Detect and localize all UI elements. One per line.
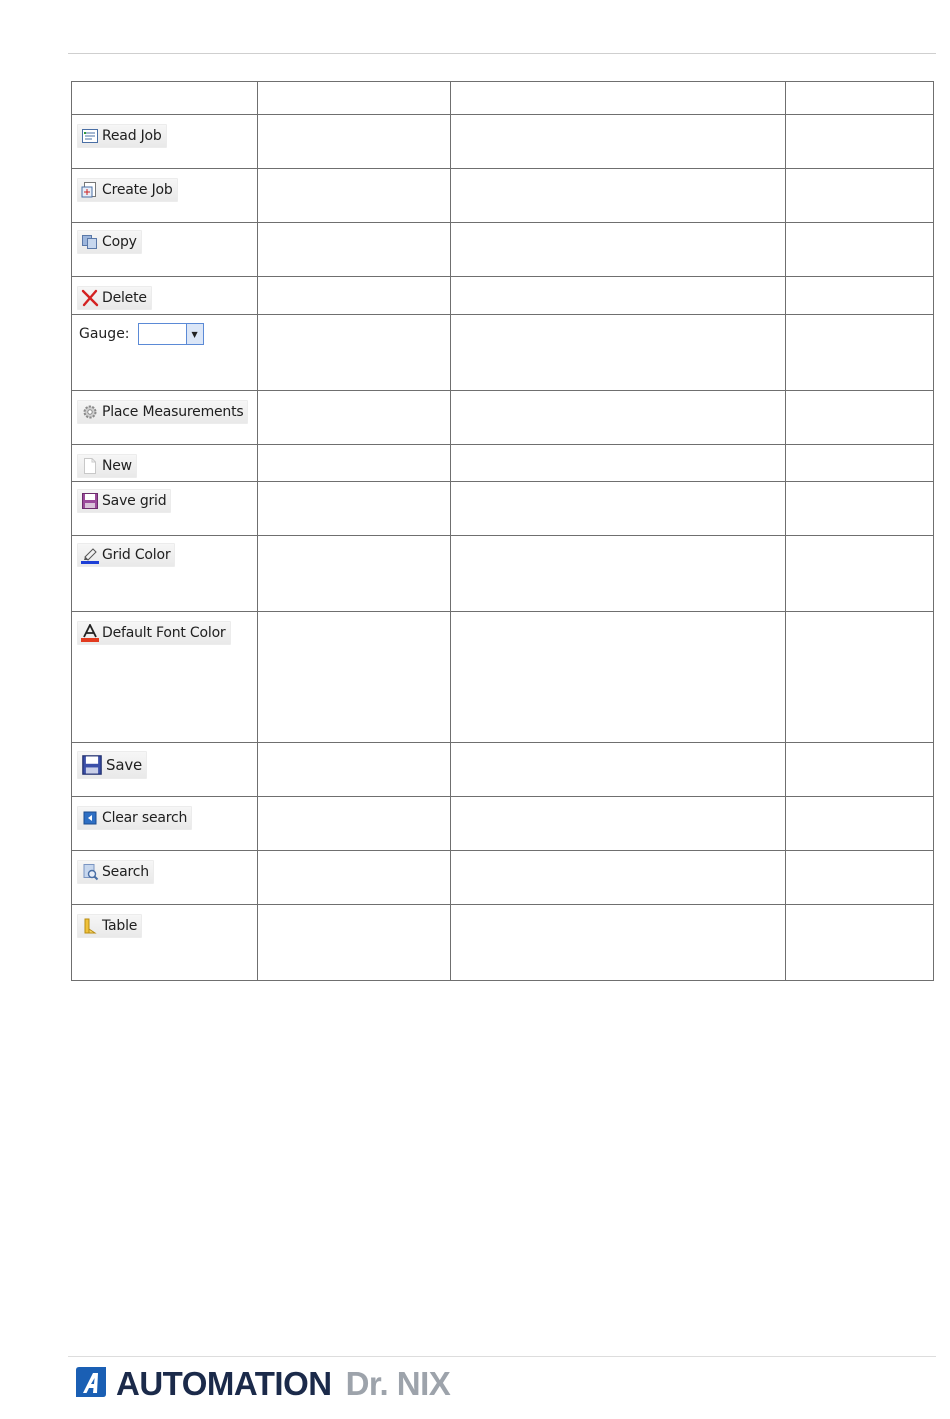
read-job-button[interactable] [77,124,167,148]
table-cell [258,743,451,797]
table-row [72,482,934,536]
table-cell [786,851,934,905]
logo-secondary-text: Dr. NIX [345,1365,451,1402]
table-header-row [72,82,934,115]
table-cell [258,612,451,743]
table-cell [451,905,786,981]
clear-search-button[interactable] [77,806,192,830]
clear-search-icon [81,809,99,827]
create-job-icon [81,181,99,199]
command-cell [72,482,258,536]
table-row [72,315,934,391]
command-cell [72,797,258,851]
table-icon [81,917,99,935]
create-job-label: Create Job [102,182,173,198]
font-color-icon [81,624,99,642]
table-cell [786,905,934,981]
save-grid-label: Save grid [102,493,167,509]
copy-button[interactable] [77,230,142,254]
table-cell [258,905,451,981]
search-label: Search [102,864,149,880]
table-row [72,536,934,612]
delete-button[interactable] [77,286,152,310]
table-cell [258,482,451,536]
table-cell [451,223,786,277]
default-font-color-button[interactable] [77,621,231,645]
header-rule [68,53,936,54]
table-cell [258,277,451,315]
table-row [72,115,934,169]
table-cell [451,482,786,536]
search-button[interactable] [77,860,154,884]
table-cell [786,115,934,169]
grid-color-label: Grid Color [102,547,171,563]
footer-rule [68,1356,936,1357]
delete-label: Delete [102,290,147,306]
new-label: New [102,458,132,474]
gauge-control [79,323,257,345]
read-job-label: Read Job [102,128,162,144]
table-label: Table [102,918,138,934]
logo-mark-icon [74,1367,108,1402]
table-cell [786,315,934,391]
read-job-icon [81,127,99,145]
default-font-color-label: Default Font Color [102,625,226,641]
grid-color-button[interactable] [77,543,175,567]
table-row [72,797,934,851]
command-cell [72,115,258,169]
table-cell [451,743,786,797]
save-icon [81,754,103,776]
copy-label: Copy [102,234,137,250]
table-cell [786,743,934,797]
table-cell [786,445,934,482]
delete-icon [81,289,99,307]
table-cell [258,391,451,445]
table-row [72,743,934,797]
clear-search-label: Clear search [102,810,188,826]
save-label: Save [106,756,143,774]
command-cell [72,277,258,315]
copy-icon [81,233,99,251]
table-cell [258,536,451,612]
command-cell [72,905,258,981]
command-cell [72,612,258,743]
table-row [72,851,934,905]
table-cell [451,445,786,482]
save-button[interactable] [77,751,147,779]
header-cell [72,82,258,115]
table-cell [258,797,451,851]
table-cell [786,169,934,223]
table-cell [786,482,934,536]
header-cell [258,82,451,115]
logo-primary-text: AUTOMATION [116,1365,332,1402]
grid-color-icon [81,546,99,564]
search-icon [81,863,99,881]
command-cell [72,223,258,277]
new-document-icon [81,457,99,475]
command-cell [72,315,258,391]
company-logo [74,1365,450,1403]
table-cell [451,797,786,851]
table-row [72,445,934,482]
table-cell [786,536,934,612]
place-measurements-button[interactable] [77,400,248,424]
table-button[interactable] [77,914,142,938]
table-cell [451,277,786,315]
table-cell [786,391,934,445]
table-row [72,905,934,981]
table-cell [786,612,934,743]
create-job-button[interactable] [77,178,178,202]
command-cell [72,851,258,905]
table-cell [786,797,934,851]
table-row [72,391,934,445]
table-row [72,169,934,223]
chevron-down-icon[interactable]: ▼ [186,324,203,344]
command-cell [72,536,258,612]
table-cell [786,277,934,315]
save-grid-icon [81,492,99,510]
table-cell [258,169,451,223]
command-table [71,81,934,981]
gauge-label: Gauge: [79,326,130,342]
command-cell [72,391,258,445]
table-cell [451,851,786,905]
table-cell [451,391,786,445]
gear-icon [81,403,99,421]
table-cell [451,169,786,223]
table-cell [786,223,934,277]
command-cell [72,445,258,482]
new-button[interactable] [77,454,137,478]
gauge-dropdown[interactable] [138,323,204,345]
header-cell [451,82,786,115]
table-cell [258,315,451,391]
table-cell [258,223,451,277]
table-row [72,612,934,743]
place-measurements-label: Place Measurements [102,404,244,420]
table-row [72,223,934,277]
table-cell [451,115,786,169]
command-cell [72,743,258,797]
header-cell [786,82,934,115]
table-row [72,277,934,315]
table-cell [451,612,786,743]
command-cell [72,169,258,223]
table-cell [258,851,451,905]
table-cell [258,445,451,482]
save-grid-button[interactable] [77,489,171,513]
table-cell [258,115,451,169]
table-cell [451,536,786,612]
table-cell [451,315,786,391]
